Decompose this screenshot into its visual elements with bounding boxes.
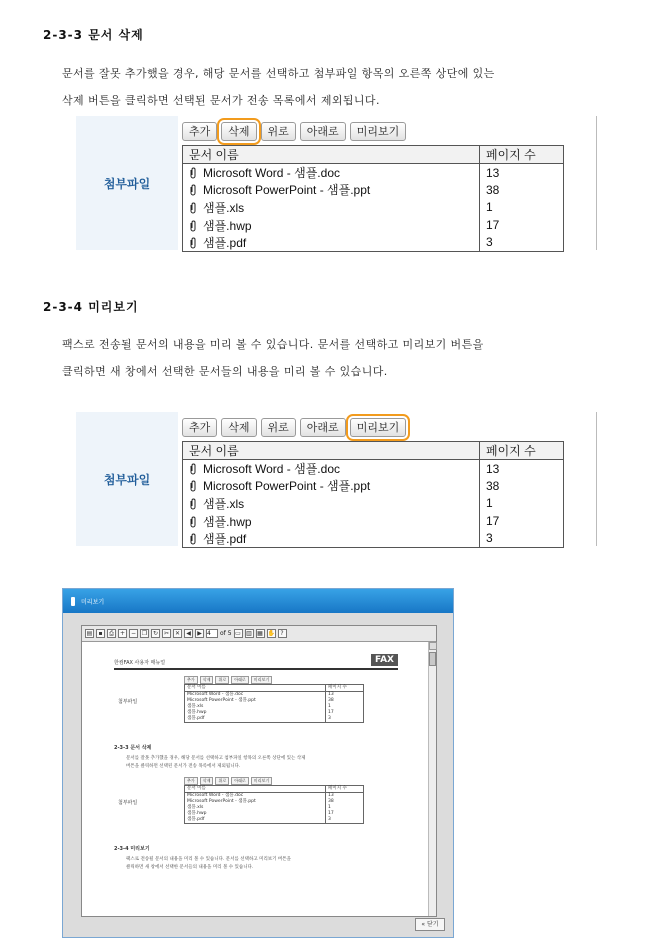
preview-viewer [81, 625, 437, 917]
file-name: 샘플.hwp [203, 218, 252, 233]
mini-col: 문서 이름 [187, 786, 206, 791]
move-down-button[interactable]: 아래로 [300, 122, 346, 141]
column-header-name: 문서 이름 [183, 146, 480, 164]
viewer-toolbar [82, 626, 436, 642]
attach-toolbar [182, 122, 406, 141]
mini-heading: 2-3-4 미리보기 [114, 846, 150, 852]
attach-table [182, 145, 564, 252]
table-row[interactable] [183, 477, 564, 495]
table-row[interactable] [183, 530, 564, 548]
page-count: 1 [480, 199, 564, 217]
mini-line: 문서를 잘못 추가했을 경우, 해당 문서를 선택하고 첨부파일 항목의 오른쪽 상단에 있는 삭제 [126, 756, 306, 761]
mini-cell: 13 [325, 692, 361, 698]
table-row[interactable] [183, 216, 564, 234]
attach-label: 첨부파일 [76, 412, 178, 546]
mini-attach-label: 첨부파일 [118, 699, 138, 705]
mini-button: 미리보기 [251, 777, 272, 785]
hand-icon[interactable]: ✋ [267, 630, 275, 637]
page-count: 3 [480, 234, 564, 252]
attach-toolbar [182, 418, 406, 437]
copy-icon[interactable]: ❐ [141, 630, 148, 637]
paragraph-line: 클릭하면 새 창에서 선택한 문서들의 내용을 미리 볼 수 있습니다. [62, 365, 388, 378]
viewer-scrollbar[interactable] [428, 642, 436, 916]
section-heading-preview: 2-3-4 미리보기 [43, 300, 139, 314]
column-header-pages: 페이지 수 [480, 146, 564, 164]
mini-col: 페이지 수 [325, 786, 361, 792]
window-icon [71, 597, 75, 606]
file-name: 샘플.xls [203, 200, 245, 215]
mini-cell: 1 [325, 805, 361, 811]
attach-panel-preview [64, 412, 600, 546]
file-name: 샘플.pdf [203, 235, 247, 250]
section-paragraph-preview [62, 331, 622, 385]
zoom-in-icon[interactable]: + [119, 630, 126, 637]
add-button[interactable]: 추가 [182, 122, 217, 141]
prev-page-icon[interactable]: ◀ [184, 629, 193, 638]
preview-titlebar [63, 589, 453, 613]
mini-button: 추가 [184, 676, 198, 684]
mini-heading: 2-3-3 문서 삭제 [114, 745, 152, 751]
mini-attach-panel [114, 777, 398, 835]
mini-toolbar [184, 676, 272, 684]
mini-cell: 1 [325, 704, 361, 710]
preview-button[interactable]: 미리보기 [350, 418, 407, 437]
doc-header [114, 654, 398, 670]
move-up-button[interactable]: 위로 [261, 418, 296, 437]
scroll-thumb[interactable] [429, 652, 436, 666]
preview-button[interactable]: 미리보기 [350, 122, 407, 141]
table-row[interactable] [183, 512, 564, 530]
mini-attach-panel [114, 676, 398, 734]
preview-page [114, 654, 398, 872]
page-count: 38 [480, 477, 564, 495]
page-count: 38 [480, 181, 564, 199]
mini-attach-label: 첨부파일 [118, 800, 138, 806]
move-up-button[interactable]: 위로 [261, 122, 296, 141]
table-row[interactable] [183, 460, 564, 478]
paperclip-icon [189, 184, 197, 196]
table-header [183, 442, 564, 460]
mini-paragraph [126, 755, 398, 771]
file-name: 샘플.pdf [203, 531, 247, 546]
cut-icon[interactable]: ✂ [163, 630, 170, 637]
page-count: 3 [480, 530, 564, 548]
delete-button[interactable]: 삭제 [221, 122, 256, 141]
file-name: Microsoft PowerPoint - 샘플.ppt [203, 183, 371, 198]
mini-cell: Microsoft PowerPoint - 샘플.ppt [187, 698, 256, 703]
paperclip-icon [189, 202, 197, 214]
mini-cell: 17 [325, 811, 361, 817]
mini-cell: 17 [325, 710, 361, 716]
move-down-button[interactable]: 아래로 [300, 418, 346, 437]
paperclip-icon [189, 463, 197, 475]
table-row[interactable] [183, 164, 564, 182]
print-icon[interactable]: ⎙ [107, 629, 116, 638]
zoom-out-icon[interactable]: − [130, 630, 137, 637]
page-count: 17 [480, 216, 564, 234]
close-button[interactable]: « 닫기 [415, 918, 445, 931]
page-count: 1 [480, 495, 564, 513]
mini-cell: 샘플.xls [187, 704, 204, 709]
mini-line: 클릭하면 새 창에서 선택한 문서들의 내용을 미리 볼 수 있습니다. [126, 865, 254, 870]
file-name: Microsoft Word - 샘플.doc [203, 462, 340, 477]
column-header-name: 문서 이름 [183, 442, 480, 460]
add-button[interactable]: 추가 [182, 418, 217, 437]
preview-title: 미리보기 [81, 598, 105, 606]
section-paragraph-delete [62, 60, 622, 114]
doc-header-title: 한컴FAX 사용자 매뉴얼 [114, 660, 166, 666]
file-name: 샘플.hwp [203, 514, 252, 529]
mini-table [184, 785, 364, 824]
mini-line: 팩스로 전송될 문서의 내용을 미리 볼 수 있습니다. 문서를 선택하고 미리보기 버튼을 [126, 857, 291, 862]
attach-panel-delete [64, 116, 600, 250]
mini-button: 추가 [184, 777, 198, 785]
mini-cell: 3 [325, 817, 361, 823]
next-page-icon[interactable]: ▶ [195, 629, 204, 638]
paragraph-line: 삭제 버튼을 클릭하면 선택된 문서가 전송 목록에서 제외됩니다. [62, 94, 380, 107]
mini-button: 미리보기 [251, 676, 272, 684]
page-count: 17 [480, 512, 564, 530]
rotate-icon[interactable]: ↻ [152, 630, 159, 637]
mini-button: 아래로 [231, 777, 249, 785]
save-icon[interactable]: ▪ [96, 629, 105, 638]
mini-cell: Microsoft Word - 샘플.doc [187, 692, 244, 697]
delete-button[interactable]: 삭제 [221, 418, 256, 437]
thumbnail-icon[interactable]: ▦ [257, 630, 263, 637]
mini-col: 페이지 수 [325, 685, 361, 691]
table-row[interactable] [183, 199, 564, 217]
attach-label: 첨부파일 [76, 116, 178, 250]
mini-paragraph [126, 856, 398, 872]
mini-cell: 13 [325, 793, 361, 799]
mini-cell: 샘플.xls [187, 805, 204, 810]
close-icon[interactable]: ✕ [174, 630, 181, 637]
paperclip-icon [189, 480, 197, 492]
page-number-input[interactable]: 4 [206, 629, 218, 638]
table-row[interactable] [183, 234, 564, 252]
preview-window [62, 588, 454, 938]
mini-cell: 샘플.hwp [187, 710, 207, 715]
mini-button: 아래로 [231, 676, 249, 684]
mini-cell: 샘플.hwp [187, 811, 207, 816]
file-name: 샘플.xls [203, 496, 245, 511]
table-row[interactable] [183, 181, 564, 199]
mini-line: 버튼을 클릭하면 선택된 문서가 전송 목록에서 제외됩니다. [126, 764, 241, 769]
mini-col: 문서 이름 [187, 685, 206, 690]
page-total: of 5 [220, 630, 232, 637]
attach-table [182, 441, 564, 548]
mini-cell: 38 [325, 799, 361, 805]
page-count: 13 [480, 164, 564, 182]
mini-toolbar [184, 777, 272, 785]
paperclip-icon [189, 220, 197, 232]
table-header [183, 146, 564, 164]
mini-button: 삭제 [200, 777, 214, 785]
file-name: Microsoft PowerPoint - 샘플.ppt [203, 479, 371, 494]
open-icon[interactable]: ▤ [86, 630, 93, 637]
paperclip-icon [189, 237, 197, 249]
mini-cell: Microsoft Word - 샘플.doc [187, 793, 244, 798]
fit-page-icon[interactable]: ▭ [235, 630, 241, 637]
mini-cell: 3 [325, 716, 361, 722]
mini-button: 위로 [215, 777, 229, 785]
mini-cell: Microsoft PowerPoint - 샘플.ppt [187, 799, 256, 804]
mini-button: 위로 [215, 676, 229, 684]
mini-cell: 샘플.pdf [187, 716, 205, 721]
column-header-pages: 페이지 수 [480, 442, 564, 460]
mini-table [184, 684, 364, 723]
page-count: 13 [480, 460, 564, 478]
table-row[interactable] [183, 495, 564, 513]
paperclip-icon [189, 498, 197, 510]
fit-width-icon[interactable]: ▥ [246, 630, 252, 637]
fax-logo: FAX [371, 654, 398, 666]
mini-cell: 38 [325, 698, 361, 704]
paperclip-icon [189, 167, 197, 179]
paragraph-line: 팩스로 전송될 문서의 내용을 미리 볼 수 있습니다. 문서를 선택하고 미리보기 버튼을 [62, 338, 484, 351]
scroll-up-icon[interactable] [429, 642, 437, 650]
paperclip-icon [189, 533, 197, 545]
mini-button: 삭제 [200, 676, 214, 684]
paragraph-line: 문서를 잘못 추가했을 경우, 해당 문서를 선택하고 첨부파일 항목의 오른쪽 상단에 있는 [62, 67, 495, 80]
help-icon[interactable]: ? [278, 629, 287, 638]
mini-cell: 샘플.pdf [187, 817, 205, 822]
file-name: Microsoft Word - 샘플.doc [203, 166, 340, 181]
paperclip-icon [189, 516, 197, 528]
section-heading-delete: 2-3-3 문서 삭제 [43, 28, 144, 42]
